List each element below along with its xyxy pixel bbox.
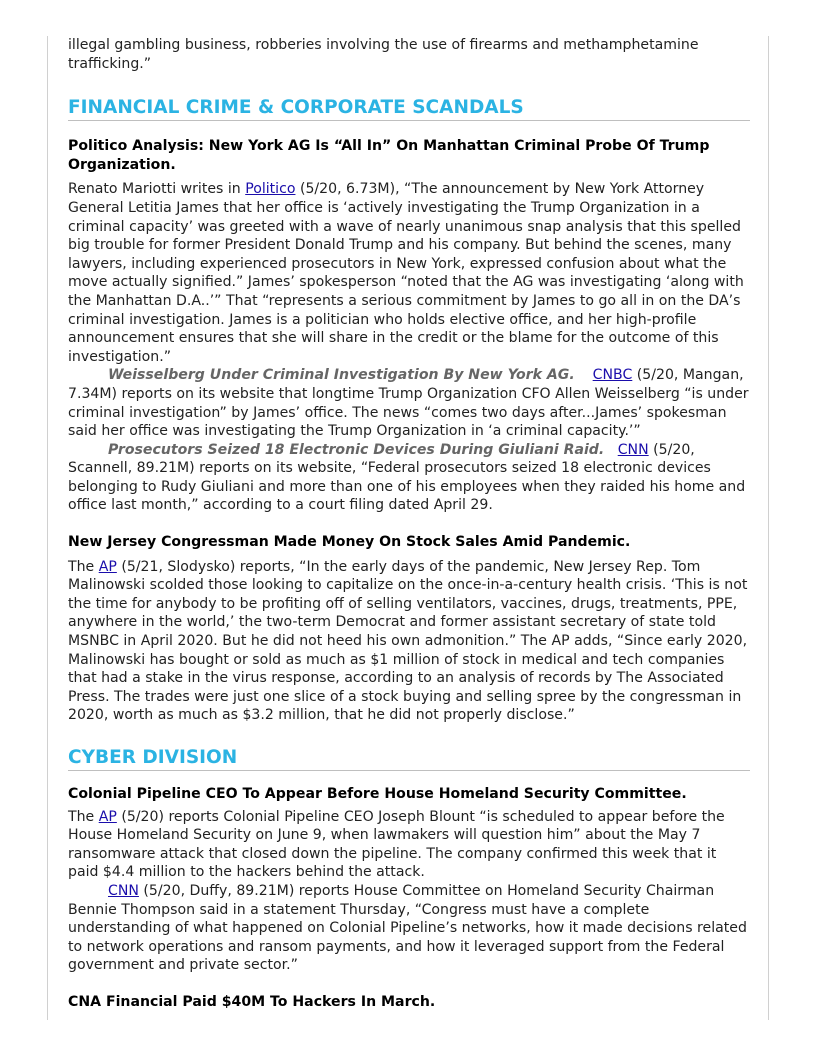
document-content	[68, 36, 750, 1012]
paragraph-text: (5/20, Mangan, 7.34M) reports on its website that longtime Trump Organization CFO Allen Weisselberg “is under criminal investigation” by James’ office. The news “comes two days after...James’ spokesman said her office was investigating the Trump Organization in ‘a criminal capacity.’”	[68, 367, 749, 440]
paragraph-text: (5/20, Scannell, 89.21M) reports on its website, “Federal prosecutors seized 18 electronic devices belonging to Rudy Giuliani and more than one of his employees when they raided his home and office last month,” according to a court filing dated April 29.	[68, 441, 746, 514]
cnn-link[interactable]: CNN	[617, 441, 649, 458]
article-title-politico-analysis: Politico Analysis: New York AG Is “All In” On Manhattan Criminal Probe Of Trump Organization.	[68, 138, 710, 173]
right-margin-rule	[768, 36, 769, 1020]
paragraph-text: (5/21, Slodysko) reports, “In the early days of the pandemic, New Jersey Rep. Tom Malinowski scolded those looking to capitalize on the once-in-a-century health crisis. ‘This is not the time for anybody to be profiting off of selling ventilators, vaccines, drugs, treatments, PPE, anywhere in the world,’ the two-term Democrat and former assistant secretary of state told MSNBC in April 2020. But he did not heed his own admonition.” The AP adds, “Since early 2020, Malinowski has bought or sold as much as $1 million of stock in medical and tech companies that had a stake in the virus response, according to an analysis of records by The Associated Press. The trades were just one slice of a stock buying and selling spree by the congressman in 2020, worth as much as $3.2 million, that he did not properly disclose.”	[68, 558, 748, 724]
article-paragraph	[68, 882, 750, 975]
article-paragraph	[68, 366, 750, 440]
paragraph-text: The	[68, 808, 99, 825]
section-heading-financial-crime: FINANCIAL CRIME & CORPORATE SCANDALS	[68, 97, 750, 121]
ap-link[interactable]: AP	[98, 808, 117, 825]
paragraph-text: (5/20, Duffy, 89.21M) reports House Committee on Homeland Security Chairman Bennie Thompson said in a statement Thursday, “Congress must have a complete understanding of what happened on Colonial Pipeline’s networks, how it made decisions related to network operations and ransom payments, and how it leveraged support from the Federal government and private sector.”	[68, 882, 747, 974]
paragraph-text: (5/20, 6.73M), “The announcement by New York Attorney General Letitia James that her office is ‘actively investigating the Trump Organization in a criminal capacity’ was greeted with a wave of nearly unanimous snap analysis that this spelled big trouble for former President Donald Trump and his company. But behind the scenes, many lawyers, including experienced prosecutors in New York, expressed confusion about what the move actually signified.” James’ spokesperson “noted that the AG was investigating ‘along with the Manhattan D.A..’” That “represents a serious commitment by James to go all in on the DA’s criminal investigation. James is a politician who holds elective office, and her high-profile announcement ensures that she will share in the credit or the blame for the outcome of this investigation.”	[68, 181, 744, 365]
subhead-weisselberg: Weisselberg Under Criminal Investigation By New York AG.	[108, 367, 575, 384]
article-paragraph	[68, 808, 750, 882]
article-title-cna-financial: CNA Financial Paid $40M To Hackers In March.	[68, 993, 436, 1010]
article-paragraph	[68, 180, 750, 366]
cnn-link[interactable]: CNN	[108, 882, 139, 899]
subhead-giuliani-raid: Prosecutors Seized 18 Electronic Devices During Giuliani Raid.	[108, 441, 605, 458]
cnbc-link[interactable]: CNBC	[592, 367, 633, 384]
article-paragraph	[68, 441, 750, 515]
section-heading-cyber-division: CYBER DIVISION	[68, 747, 750, 771]
paragraph-text: Renato Mariotti writes in	[68, 181, 246, 198]
article-title-nj-congressman: New Jersey Congressman Made Money On Stock Sales Amid Pandemic.	[68, 534, 631, 551]
paragraph-text: (5/20) reports Colonial Pipeline CEO Joseph Blount “is scheduled to appear before the House Homeland Security on June 9, when lawmakers will question him” about the May 7 ransomware attack that closed down the pipeline. The company confirmed this week that it paid $4.4 million to the hackers behind the attack.	[68, 808, 725, 881]
politico-link[interactable]: Politico	[245, 181, 296, 198]
left-margin-rule	[47, 36, 48, 1020]
article-paragraph	[68, 558, 750, 725]
paragraph-text: The	[68, 558, 99, 575]
ap-link[interactable]: AP	[98, 558, 117, 575]
intro-paragraph: illegal gambling business, robberies involving the use of firearms and methamphetamine trafficking.”	[68, 37, 699, 72]
article-title-colonial-pipeline: Colonial Pipeline CEO To Appear Before House Homeland Security Committee.	[68, 786, 687, 802]
